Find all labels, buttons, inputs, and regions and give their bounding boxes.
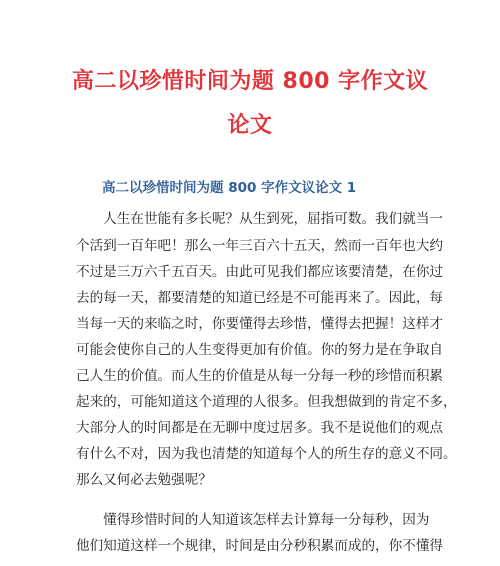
text-line: 去的每一天，都要清楚的知道已经是不可能再来了。因此，每 [76,290,444,306]
text-line: 己人生的价值。而人生的价值是从每一分每一秒的珍惜而积累 [76,368,444,384]
text-line: 不过是三万六千五百天。由此可见我们都应该要清楚，在你过 [76,264,444,280]
document-title-line-2: 论文 [227,113,273,138]
section-heading: 高二以珍惜时间为题 800 字作文议论文 1 [102,180,357,196]
text-line: 有什么不对，因为我也清楚的知道每个人的所生存的意义不同。 [76,446,457,462]
text-line: 个活到一百年吧！那么一年三百六十五天，然而一百年也大约 [76,238,444,254]
text-line: 起来的，可能知道这个道理的人很多。但我想做到的肯定不多， [76,394,457,410]
text-line: 大部分人的时间都是在无聊中度过居多。我不是说他们的观点 [76,420,444,436]
text-line: 那么又何必去勉强呢？ [76,472,212,488]
text-line: 当每一天的来临之时，你要懂得去珍惜，懂得去把握！这样才 [76,316,444,332]
document-title-line-1: 高二以珍惜时间为题 800 字作文议 [71,69,429,94]
text-line: 他们知道这样一个规律，时间是由分秒积累而成的，你不懂得 [76,538,444,554]
text-line: 可能会使你自己的人生变得更加有价值。你的努力是在争取自 [76,342,444,358]
text-line: 懂得珍惜时间的人知道该怎样去计算每一分每秒，因为 [76,512,430,528]
text-line: 人生在世能有多长呢？从生到死，屈指可数。我们就当一 [76,211,444,227]
